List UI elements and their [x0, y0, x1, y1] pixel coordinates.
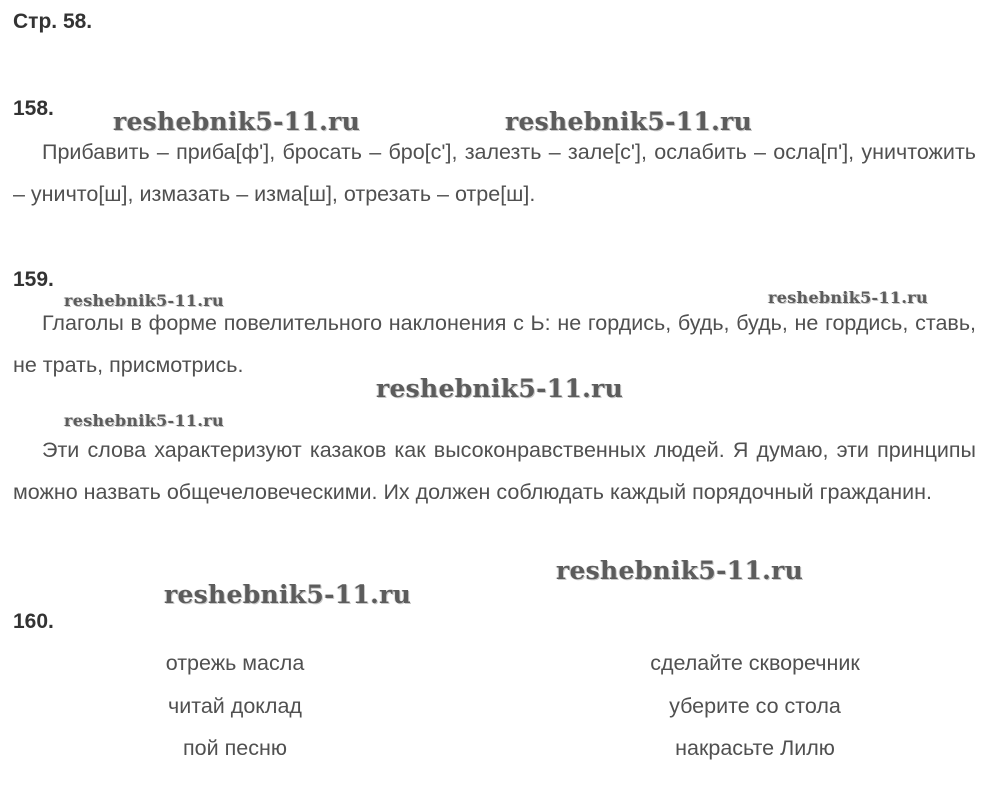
- watermark: reshebnik5-11.ru: [556, 556, 804, 585]
- exercise-159-text-2: Эти слова характеризуют казаков как высоконравственных людей. Я думаю, эти принципы можно назвать общечеловеческими. Их должен соблюдать каждый порядочный гражданин.: [13, 438, 976, 504]
- right-column-item: накрасьте Лилю: [675, 736, 835, 760]
- exercise-158-text: Прибавить – приба[ф'], бросать – бро[с'], залезть – зале[с'], ослабить – осла[п'], уничтожить – уничто[ш], измазать – изма[ш], отрезать – отре[ш].: [13, 140, 976, 206]
- page-header: Стр. 58.: [13, 10, 93, 33]
- exercise-159-number: 159.: [13, 268, 54, 291]
- right-column-item: сделайте скворечник: [650, 651, 860, 675]
- watermark: reshebnik5-11.ru: [505, 107, 753, 136]
- left-column-item: читай доклад: [168, 694, 302, 718]
- right-column-item: уберите со стола: [669, 694, 841, 718]
- watermark: reshebnik5-11.ru: [64, 411, 224, 430]
- watermark: reshebnik5-11.ru: [376, 374, 624, 403]
- watermark: reshebnik5-11.ru: [113, 107, 361, 136]
- watermark: reshebnik5-11.ru: [64, 291, 224, 310]
- exercise-158-number: 158.: [13, 97, 54, 120]
- watermark: reshebnik5-11.ru: [768, 288, 928, 307]
- left-column-item: отрежь масла: [165, 651, 305, 675]
- exercise-160-number: 160.: [13, 610, 54, 633]
- watermark: reshebnik5-11.ru: [164, 580, 412, 609]
- left-column-item: пой песню: [183, 736, 287, 760]
- exercise-159-text-1: Глаголы в форме повелительного наклонения с Ь: не гордись, будь, будь, не гордись, ставь, не трать, присмотрись.: [13, 311, 976, 377]
